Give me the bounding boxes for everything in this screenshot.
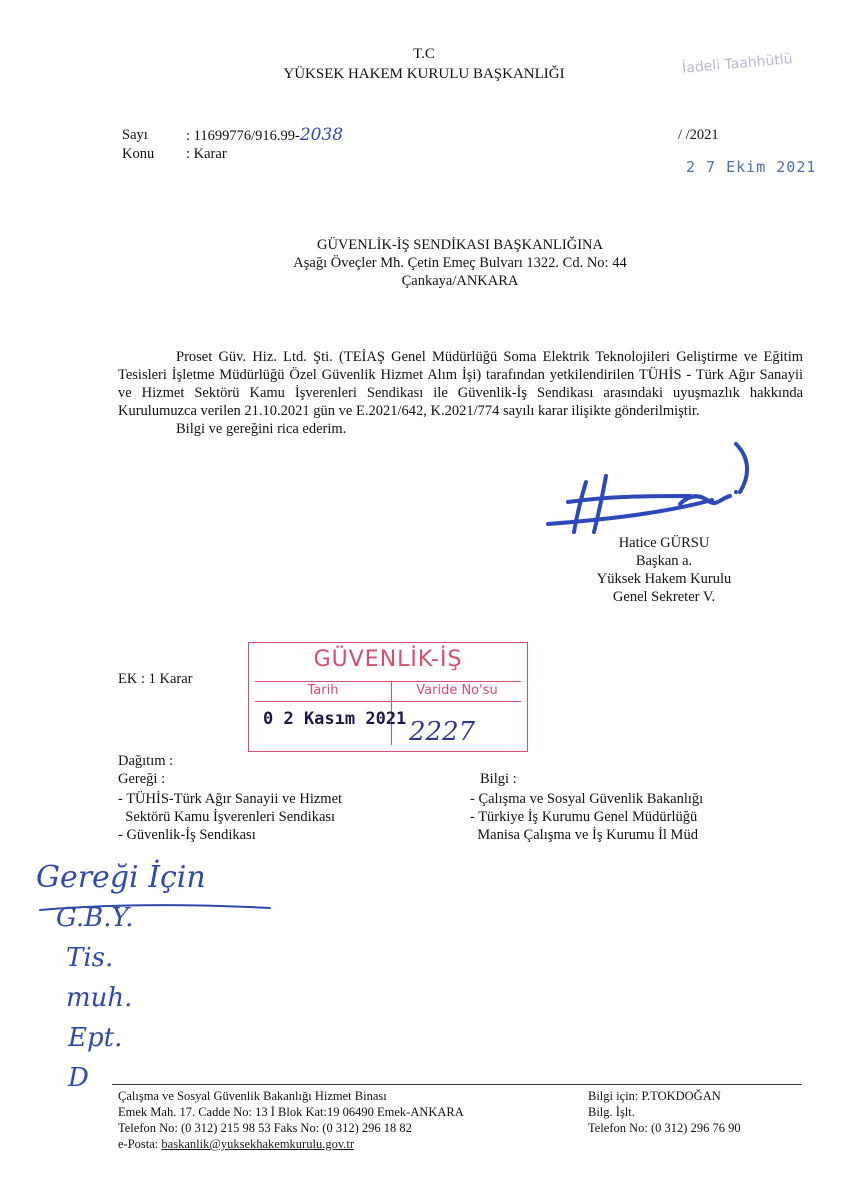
signer-title-2: Yüksek Hakem Kurulu (596, 571, 732, 587)
sayi-label: Sayı (122, 127, 148, 143)
signer-title-3: Genel Sekreter V. (612, 589, 716, 605)
sayi-number: : 11699776/916.99- (186, 128, 300, 144)
incoming-stamp (248, 642, 528, 752)
footer-info-2: Bilg. İşlt. (588, 1105, 635, 1119)
footer-info-3: Telefon No: (0 312) 296 76 90 (588, 1121, 741, 1135)
signer-name: Hatice GÜRSU (618, 535, 710, 551)
signer-title-1: Başkan a. (635, 553, 693, 569)
letter-body (118, 348, 803, 438)
header-institution: YÜKSEK HAKEM KURULU BAŞKANLIĞI (283, 66, 565, 82)
stamp-title: GÜVENLİK-İŞ (313, 647, 463, 672)
stamp-number: 2227 (409, 717, 476, 747)
list-item: - Güvenlik-İş Sendikası (118, 827, 256, 843)
stamp-date-label: Tarih (307, 683, 339, 698)
recipient-address: Aşağı Öveçler Mh. Çetin Emeç Bulvarı 1322. Cd. No: 44 (293, 255, 627, 271)
list-item: Sektörü Kamu İşverenleri Sendikası (118, 809, 336, 825)
recipient-name: GÜVENLİK-İŞ SENDİKASI BAŞKANLIĞINA (317, 237, 603, 253)
distribution-label: Dağıtım : (118, 753, 174, 769)
note-line: muh. (66, 983, 133, 1013)
note-line: D (68, 1063, 89, 1093)
attachment-line: EK : 1 Karar (118, 671, 193, 687)
body-paragraph: Proset Güv. Hiz. Ltd. Şti. (TEİAŞ Genel Müdürlüğü Soma Elektrik Teknolojileri Geliştirme ve Eğitim Tesisleri İşletme Müdürlüğü Özel Güvenlik Hizmet Alım İşi) tarafından yetkilendirilen TÜHİS - Türk Ağır Sanayii ve Hizmet Sektörü Kamu İşverenleri Sendikası ile Güvenlik-İş Sendikası arasındaki uyuşmazlık hakkında Kurulumuzca verilen 21.10.2021 gün ve E.2021/642, K.2021/774 sayılı karar ilişikte gönderilmiştir. (118, 349, 803, 419)
list-item: - TÜHİS-Türk Ağır Sanayii ve Hizmet (118, 791, 343, 807)
konu-value: : Karar (186, 146, 227, 162)
stamp-date: 0 2 Kasım 2021 (263, 709, 407, 729)
note-line: Tis. (66, 943, 114, 973)
handwritten-underline (30, 892, 280, 922)
stamp-divider-2 (255, 701, 521, 702)
geregi-list (118, 790, 342, 844)
closing-paragraph: Bilgi ve gereğini rica ederim. (176, 421, 347, 437)
footer-contact (588, 1088, 741, 1136)
note-line: Gereği İçin (36, 860, 206, 895)
footer-address (118, 1088, 464, 1152)
signature-mark (540, 436, 770, 546)
geregi-label: Gereği : (118, 771, 166, 787)
stamp-number-label: Varide No'su (416, 683, 498, 698)
registered-mail-stamp: İadeli Taahhütlü (681, 51, 794, 77)
konu-label: Konu (122, 146, 155, 162)
header-line-tc: T.C (413, 46, 435, 62)
bilgi-label: Bilgi : (480, 771, 517, 787)
footer-addr-1: Çalışma ve Sosyal Güvenlik Bakanlığı Hizmet Binası (118, 1089, 387, 1103)
signature-block (564, 534, 764, 606)
bilgi-list (470, 790, 703, 844)
email-link[interactable]: baskanlik@yuksekhakemkurulu.gov.tr (161, 1137, 355, 1151)
stamp-divider (255, 681, 521, 682)
email-label: e-Posta: (118, 1137, 162, 1151)
note-line: G.B.Y. (56, 903, 134, 933)
date-stamp: 2 7 Ekim 2021 (686, 158, 817, 176)
list-item: - Çalışma ve Sosyal Güvenlik Bakanlığı (470, 791, 704, 807)
sayi-handwritten: 2038 (299, 125, 344, 145)
footer-info-1: Bilgi için: P.TOKDOĞAN (588, 1089, 721, 1103)
date-template: / /2021 (678, 127, 719, 143)
footer-addr-3: Telefon No: (0 312) 215 98 53 Faks No: (0 312) 296 18 82 (118, 1121, 412, 1135)
list-item: Manisa Çalışma ve İş Kurumu İl Müd (470, 827, 698, 843)
footer-addr-2: Emek Mah. 17. Cadde No: 13 İ Blok Kat:19 06490 Emek-ANKARA (118, 1105, 464, 1119)
list-item: - Türkiye İş Kurumu Genel Müdürlüğü (470, 809, 698, 825)
recipient-block (160, 236, 760, 290)
note-line: Ept. (68, 1023, 123, 1053)
footer-divider (112, 1084, 802, 1085)
recipient-city: Çankaya/ANKARA (401, 273, 519, 289)
sayi-value (186, 126, 343, 145)
footer-email-line (118, 1136, 464, 1152)
